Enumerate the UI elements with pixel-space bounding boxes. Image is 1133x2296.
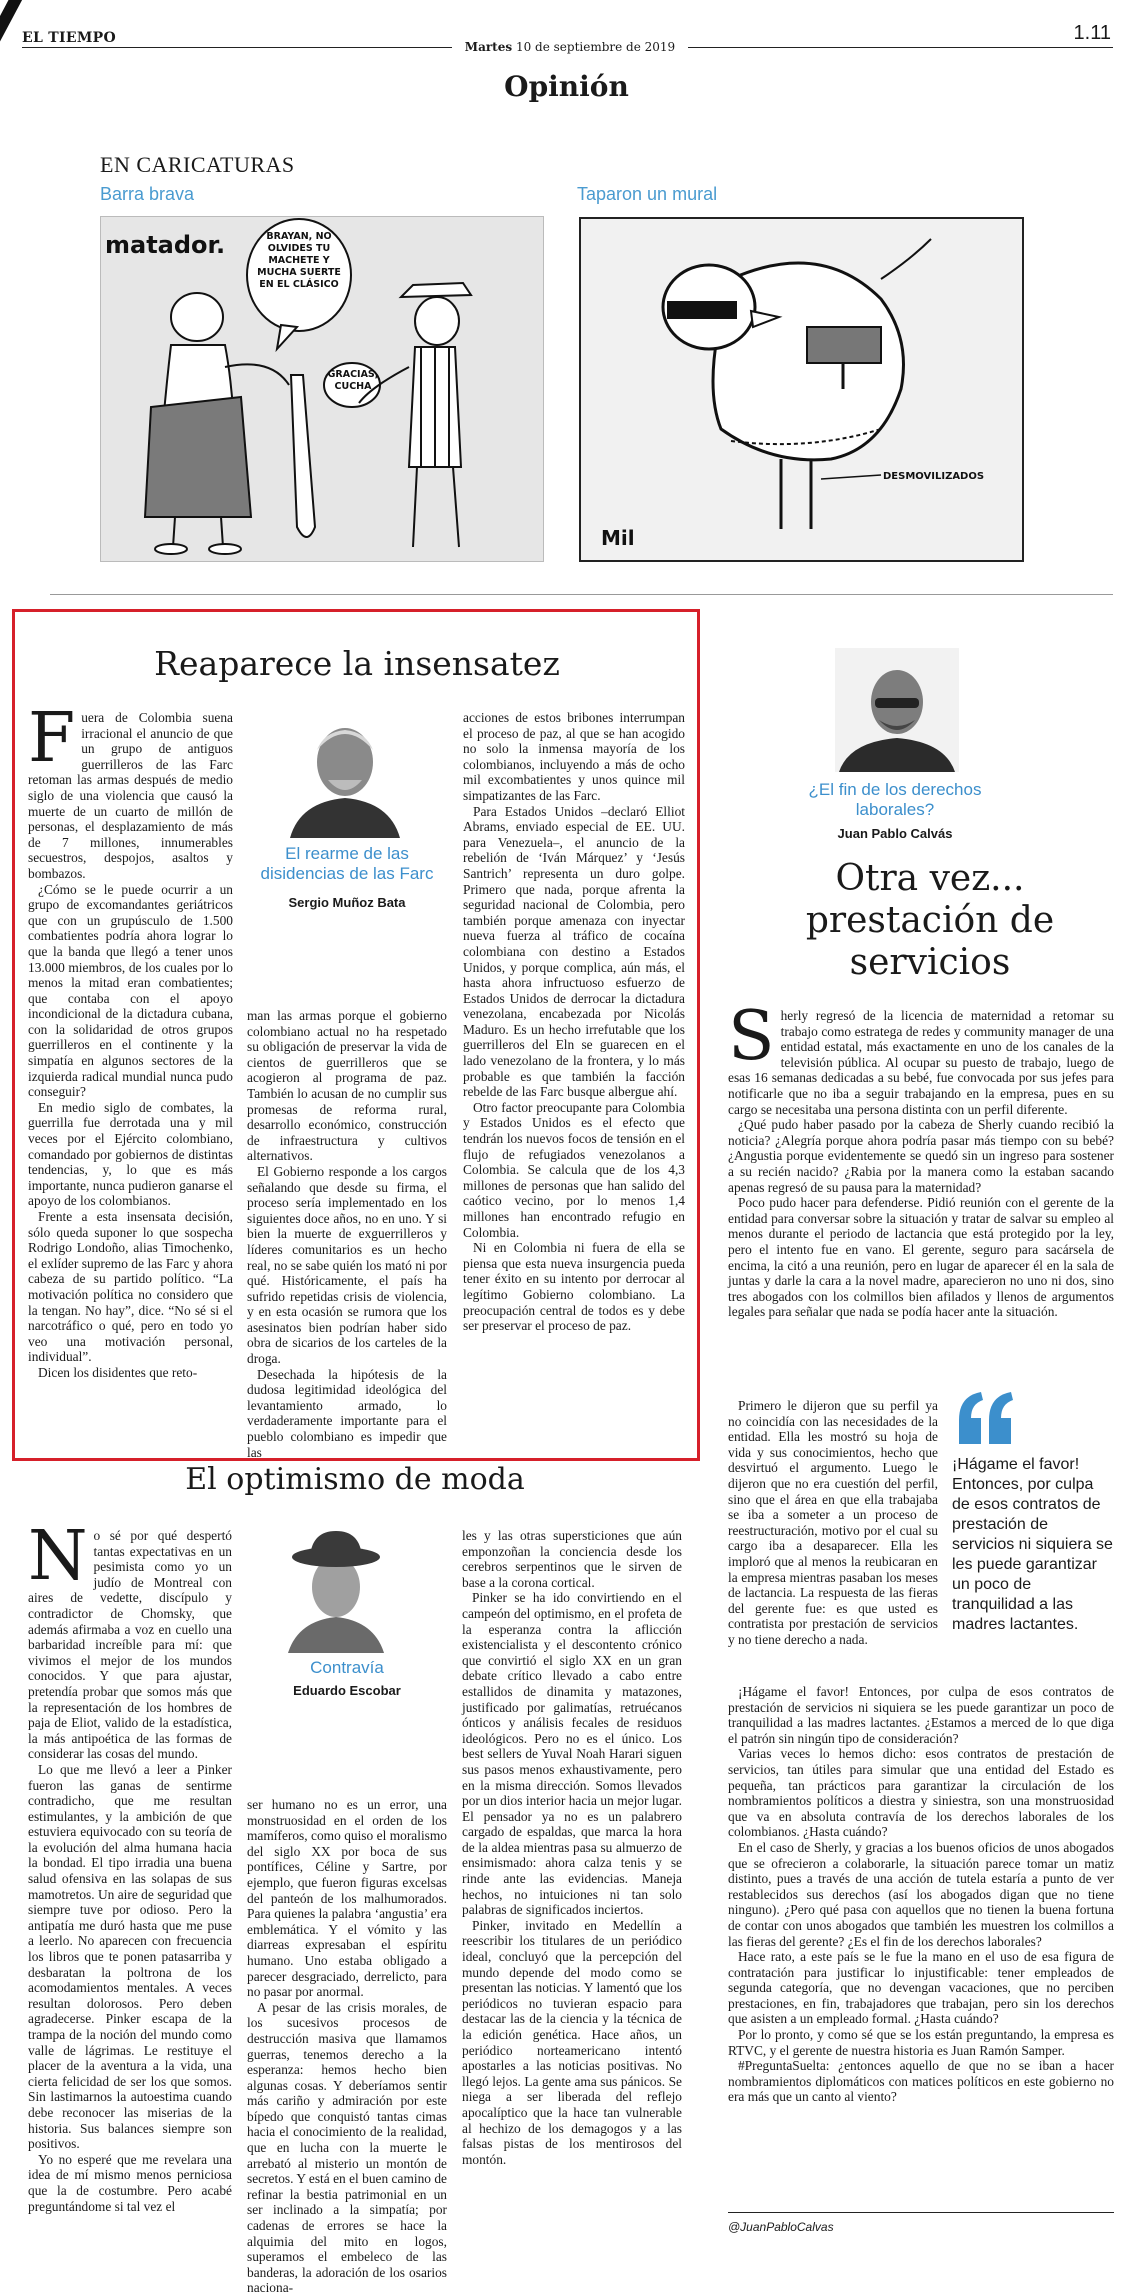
cartoon-barra-brava <box>100 216 544 562</box>
paragraph: Primero le dijeron que su perfil ya no coincidía con las necesidades de la entidad. Ella les mostró su hoja de vida y sus conocimientos, hecho que desvirtuó el argumento. Luego le dijeron que no era cuestión del perfil, sino que el área en que ella trabajaba se iba a someter a un proceso de reestructuración, motivo por el cual su cargo iba a desaparecer. Ella les imploró que al menos la reubicaran en la empresa mientras pasaban los meses de lactancia. La respuesta de las fieras del gerente fue: es que usted es contratista por prestación de servicios y no tiene derecho a nada. <box>728 1398 938 1647</box>
paragraph: ser humano no es un error, una monstruosidad en el orden de los mamíferos, como quiso el moralismo del siglo XX por boca de sus pontífices, Céline y Sartre, por ejemplo, que fueron figuras excelsas del panteón de los malhumorados. Para quienes la palabra ‘angustia’ era emblemática. Y el vómito y las diarreas expresaban el espíritu humano. Uno estaba obligado a parecer desgraciado, derrelicto, para no pasar por anormal. <box>247 1797 447 2000</box>
olive-branch <box>881 239 931 279</box>
paragraph: Dicen los disidentes que reto- <box>38 1364 198 1380</box>
paragraph: El Gobierno responde a los cargos señalando que desde su firma, el proceso sería implementado en los siguientes doce años, no en uno. Y si bien la muerte de exguerrilleros y líderes comunitarios es un hecho real, no se sabe quién los mató ni por qué. Históricamente, el país ha sufrido repetidas crisis de violencia, y en esta ocasión se rumora que los asesinatos bien podrían haber sido obra de sicarios de los carteles de la droga. <box>247 1163 447 1367</box>
paragraph: Hace rato, a este país se le fue la mano en el uso de esa figura de contratación para justificar lo injustificable: tener empleados de segunda categoría, que no devengan vacaciones, que no perciben prestaciones, en fin, trabajadores que trabajan, pero sin los derechos que asisten a un empleado formal. ¿Hasta cuándo? <box>728 1949 1114 2027</box>
author-photo-juan-pablo <box>835 648 959 772</box>
portrait-drawing <box>280 710 410 838</box>
article2-title: Otra vez... prestación de servicios <box>805 858 1055 983</box>
cartoon-taparon-un-mural <box>579 217 1024 562</box>
portrait-drawing <box>280 1525 392 1653</box>
balloon1-text-box <box>251 231 347 323</box>
paragraph: A pesar de las crisis morales, de los sucesivos procesos de destrucción masiva que llamamos guerras, tenemos derecho a la esperanza: hemos hecho bien algunas cosas. Y deberíamos sentir más cariño y admiración por este bípedo que conquistó tantas cimas hacia el conocimiento de la realidad, que en lucha con la muerte le arrebató al misterio un montón de secretos. Y está en el buen camino de refinar la bestia patrimonial en un ser inclinado a la simpatía; por cadenas de errores se hace la alquimia del mito en logos, superamos el embeleco de las banderas, la adoración de los osarios naciona- <box>247 1999 447 2296</box>
paragraph: Lo que me llevó a leer a Pinker fueron las ganas de sentirme contradicho, que me resultan estimulantes, y la ambición de que estuviera equivocado con su teoría de la evolución del alma humana hacia la bondad. El tipo irradia una buena salud ofensiva en las solapas de sus mamotretos. Un aire de seguridad que siempre tuve por odioso. Pero la antipatía me duró hasta que me puse a leerlo. No aparecen con frecuencia los libros que te ponen patasarriba y desbaratan la poltrona de los acomodamientos mentales. A veces resultan dolorosos. Pero deben agradecerse. Pinker escapa de la trampa de la noción del mundo como valle de lágrimas. Le restituye el placer de la aventura a la vida, una cierta felicidad de ser los que somos. Sin lastimarnos la autoestima cuando debe reconocer las miserias de la historia. Sus balances siempre son positivos. <box>28 1761 232 2152</box>
article2-column-narrow <box>728 1398 938 1648</box>
article3-title: El optimismo de moda <box>185 1462 525 1497</box>
paragraph: herly regresó de la licencia de maternidad a retomar su trabajo como estratega de redes y community manager de una entidad estatal, más exactamente en uno de los canales de la televisión pública. Al ocupar su puesto de trabajo, luego de esas 16 semanas dedicadas a su bebé, fue convocada por sus jefes para notificarle que no iba a seguir trabajando en la empresa, pues en su cargo se necesitaba una persona distinta con un perfil diferente. <box>728 1008 1114 1117</box>
paragraph: Para Estados Unidos –declaró Elliot Abrams, enviado especial de EE. UU. para Venezuela–, el anuncio de la rebelión de ‘Iván Márquez’ y ‘Jesús Santrich’ representa un duro golpe. Primero que nada, porque afrenta la seguridad nacional de Colombia, pero también porque amenaza con inyectar nueva fuerza al tráfico de cocaína colombiana con destino a Estados Unidos, y porque complica, aún más, el hasta ahora infructuoso esfuerzo de Estados Unidos de derrocar la dictadura venezolana, encabezada por Nicolás Maduro. Es un hecho irrefutable que los guerrilleros del Eln se guarecen en el lado venezolano de la frontera, y lo más probable es que también la facción rebelde de las Farc busque albergue ahí. <box>463 803 685 1100</box>
paint-roller <box>807 327 881 363</box>
article1-column-2 <box>247 1008 447 1460</box>
machete <box>291 375 315 537</box>
label-arrow <box>821 475 881 479</box>
article1-author: Sergio Muñoz Bata <box>288 895 406 910</box>
author-photo-eduardo <box>280 1525 392 1653</box>
paragraph: uera de Colombia suena irracional el anuncio de que un grupo de antiguos guerrilleros de las Farc retoman las armas después de medio siglo de una violencia que causó la muerte de un cuarto de millón de personas, el desplazamiento de más de 7 millones, innumerables secuestros, despojos, asaltos y bombazos. <box>28 710 233 881</box>
article1-title: Reaparece la insensatez <box>154 644 560 683</box>
paragraph: les y las otras supersticiones que aún emponzoñan la conciencia desde los cerebros serpentinos que le sirven de base a la corona cortical. <box>462 1528 682 1590</box>
cartoon-right-signature: Mil <box>601 526 635 550</box>
paragraph: ¿Cómo se le puede ocurrir a un grupo de excomandantes geriátricos que con un grupúsculo de 1.500 combatientes podría ahora lograr lo que la banda que llegó a tener unos 13.000 miembros, de los cuales por lo menos la mitad eran combatientes; que contaba con el apoyo incondicional de la dictadura cubana, con la solidaridad de otros grupos guerrilleros en el continente y la simpatía en algunos sectores de la izquierda radical mundial nunca pudo conseguir? <box>28 881 233 1100</box>
article3-author: Eduardo Escobar <box>293 1683 401 1698</box>
paragraph: acciones de estos bribones interrumpan el proceso de paz, al que se han acogido no solo la inmensa mayoría de los colombianos, incluyendo a más de ocho mil excombatientes y unos quince mil simpatizantes de las Farc. <box>463 710 685 803</box>
balloon1-text: BRAYAN, NO OLVIDES TU MACHETE Y MUCHA SUERTE EN EL CLÁSICO <box>257 231 341 290</box>
portrait-drawing <box>835 648 959 772</box>
fan-figure <box>359 283 471 547</box>
cartoon-left-title: Barra brava <box>100 184 195 204</box>
cartoons-heading: EN CARICATURAS <box>100 152 295 177</box>
cartoon-right-title: Taparon un mural <box>577 184 718 204</box>
paragraph: #PreguntaSuelta: ¿entonces aquello de que no se iban a hacer nombramientos diplomáticos con matices políticos en este gobierno no era más que un canto al viento? <box>728 2058 1114 2105</box>
paragraph: Varias veces lo hemos dicho: esos contratos de prestación de servicios, tan útiles para simular que una entidad del Estado es pequeña, tan prácticos para garantizar la circulación de los nombramientos políticos a diestra y siniestra, son una monstruosidad que va en absoluta contravía de los derechos laborales de los colombianos. ¿Hasta cuándo? <box>728 1746 1114 1840</box>
dove-legs <box>781 459 811 529</box>
paragraph: o sé por qué despertó tantas expectativas en un pesimista como yo un judío de Montreal con aires de vedette, discípulo y contradictor de Chomsky, que además afirmaba a voz en cuello una barbaridad increíble para mí: que vivimos el mejor de los mundos conocidos. Y que para ajustar, pretendía probar que somos más que la representación de los hombres de paja de Eliot, valido de la estadística, la más antipoética de las formas de considerar las cosas del mundo. <box>28 1528 232 1762</box>
balloon2-text-box <box>327 369 379 403</box>
paragraph: ¡Hágame el favor! Entonces, por culpa de esos contratos de prestación de servicios ni siquiera se les puede garantizar un poco de tranquilidad a las madres lactantes. ¿Estamos a merced de lo que diga el patrón sin ningún tipo de consideración? <box>728 1684 1114 1746</box>
paragraph: Yo no esperé que me revelara una idea de mí mismo menos perniciosa que la de costumbre. Pero acabé preguntándome si tal vez el <box>28 2151 232 2214</box>
article2-kicker: ¿El fin de los derechos laborales? <box>808 780 982 819</box>
pull-quote: ¡Hágame el favor! Entonces, por culpa de esos contratos de prestación de servicios ni siquiera se les puede garantizar un poco de tranquilidad a las madres lactantes. <box>952 1456 1113 1633</box>
header-rule <box>688 47 1113 48</box>
paragraph: Ni en Colombia ni fuera de ella se piensa que esta nueva insurgencia pueda tener éxito en su intento por derrocar al legítimo Gobierno colombiano. La preocupación central de todos es y debe ser preservar el proceso de paz. <box>463 1240 685 1334</box>
article3-column-3 <box>462 1528 682 2167</box>
article2-column-1 <box>728 997 1114 1320</box>
article1-column-1 <box>28 699 233 1381</box>
article3-column-1 <box>28 1517 232 2214</box>
date-day: Martes <box>464 40 513 54</box>
cartoon-right-drawing <box>581 219 1022 560</box>
dropcap: S <box>728 997 775 1076</box>
paragraph: En medio siglo de combates, la guerrilla fue derrotada una y mil veces por el Ejército colombiano, comandado por gobiernos de distintas tendencias, y, lo que es más importante, nunca pudieron ganarse el apoyo de los colombianos. <box>28 1099 233 1209</box>
section-divider <box>50 594 1113 595</box>
paragraph: Otro factor preocupante para Colombia y Estados Unidos es el efecto que tendrán los nuevos focos de tensión en el flujo de refugiados venezolanos a Colombia. Se calcula que de los 4,3 millones de personas que han salido del caótico vecino, por lo menos 1,4 millones han encontrado refugio en Colombia. <box>463 1099 685 1240</box>
page-number: 1.11 <box>1073 22 1111 44</box>
paragraph: ¿Qué pudo haber pasado por la cabeza de Sherly cuando recibió la noticia? ¿Alegría porque ahora podría pasar más tiempo con su bebé? ¿Angustia porque evidentemente se quedó sin un ingreso para sostener a su recién nacido? ¿Rabia por la manera como la estaban sacando apenas regresó de su pausa para la maternidad? <box>728 1117 1114 1195</box>
paragraph: En el caso de Sherly, y gracias a los buenos oficios de unos abogados que se ofrecieron a colaborarle, la situación parece tomar un matiz distinto, pues a través de una acción de tutela estaría a punto de ver restablecidos sus derechos (así los abogados digan que no tiene ninguno). ¿Pero qué pasa con aquellos que no tienen la buena fortuna de contar con unos abogados que también les muestren los colmillos a las fieras del gerente? ¿Es el fin de los derechos laborales? <box>728 1839 1114 1949</box>
cartoon-left-signature: matador. <box>105 231 226 259</box>
newspaper-logo: EL TIEMPO <box>22 30 116 46</box>
author-photo-sergio <box>280 710 410 838</box>
article1-kicker: El rearme de las disidencias de las Farc <box>260 844 434 883</box>
issue-date <box>452 40 688 54</box>
article1-column-3 <box>463 710 685 1334</box>
article3-column-2 <box>247 1797 447 2296</box>
paragraph: Por lo pronto, y como sé que se los están preguntando, la empresa es RTVC, y el gerente de nuestra historia es Juan Ramón Samper. <box>728 2027 1114 2058</box>
sunglasses <box>667 301 737 319</box>
balloon-tail <box>277 325 297 349</box>
paragraph: Desechada la hipótesis de la dudosa legitimidad ideológica del levantamiento armado, lo verdaderamente importante para el pueblo colombiano es impedir que las <box>247 1366 447 1460</box>
article3-kicker: Contravía <box>310 1658 384 1677</box>
article2-author: Juan Pablo Calvás <box>837 826 953 841</box>
paragraph: Poco pudo hacer para defenderse. Pidió reunión con el gerente de la entidad para conversar sobre la situación y tratar de salvar su empleo al menos durante el periodo de lactancia que está protegido por la ley, pero el intento fue en vano. El gerente, seguro para sacársela de encima, la citó a una reunión, pero en lugar de aparecer él en la sala de juntas y darle la cara a la novel madre, aparecieron no uno ni dos, sino tres abogados con los colmillos bien afilados y llenos de argumentos legales para señalar que nada se podía hacer ante la situación. <box>728 1195 1114 1320</box>
mother-figure <box>145 293 289 554</box>
balloon2-text: GRACIAS, CUCHA <box>327 369 379 392</box>
article2-column-2 <box>728 1684 1114 2105</box>
date-rest: 10 de septiembre de 2019 <box>515 40 676 54</box>
author-social-handle: @JuanPabloCalvas <box>728 2220 834 2234</box>
cartoon-left-drawing <box>101 217 545 563</box>
dropcap: F <box>28 699 76 778</box>
cartoon-right-label: DESMOVILIZADOS <box>883 471 985 482</box>
header-rule <box>22 47 452 48</box>
paragraph: Frente a esta insensata decisión, sólo queda suponer lo que sospecha Rodrigo Londoño, alias Timochenko, el exlíder supremo de las Farc y ahora cabeza de su partido político. “La motivación política no considero que la tengan. No hay”, dice. “No sé si el narcotráfico o qué, pero en todo yo veo una motivación personal, individual”. <box>28 1209 233 1365</box>
handle-rule <box>728 2212 1114 2213</box>
paragraph: Pinker se ha ido convirtiendo en el campeón del optimismo, en el profeta de la esperanza contra la aflicción existencialista y el descontento crónico que convirtió el siglo XX en un gran debate crítico llevado a cabo entre estallidos de dinamita y matazones, justificado por galimatías, retruécanos ónticos y análisis fecales de residuos ideológicos. Pero no es el único. Los best sellers de Yuval Noah Harari siguen sus pasos menos exhaustivamente, pero en la misma dirección. Somos llevados por un dios interior hacia un mejor lugar. El pensador ya no es un palabrero cargado de espaldas, que marca la hora de la aldea mientras pasa su almuerzo de ensimismado: ahora calza tenis y se rinde ante las evidencias. Maneja hechos, no intuiciones ni tan solo palabras de significados inciertos. <box>462 1590 682 1918</box>
dropcap: N <box>28 1517 88 1596</box>
paragraph: man las armas porque el gobierno colombiano actual no ha respetado su obligación de preservar la vida de cientos de guerrilleros que se acogieron al programa de paz. También lo acusan de no cumplir sus promesas de reforma rural, desarrollo económico, construcción de infraestructura y cultivos alternativos. <box>247 1008 447 1164</box>
quote-icon <box>955 1390 1015 1446</box>
paragraph: Pinker, invitado en Medellín a reescribir los titulares de un periódico ideal, concluyó que la percepción del mundo depende del modo como se presentan las noticias. Y lamentó que los periódicos no tuvieran espacio para destacar las de la ciencia y la técnica de la edición genética. Hace años, un periódico norteamericano intentó apostarles a las noticias positivas. No llegó lejos. La gente ama sus pánicos. Se niega a ser liberada del reflejo apocalíptico que la hace tan vulnerable al hechizo de los demagogos y a las falsas pistas de los mentirosos del montón. <box>462 1917 682 2167</box>
section-title: Opinión <box>504 70 629 103</box>
